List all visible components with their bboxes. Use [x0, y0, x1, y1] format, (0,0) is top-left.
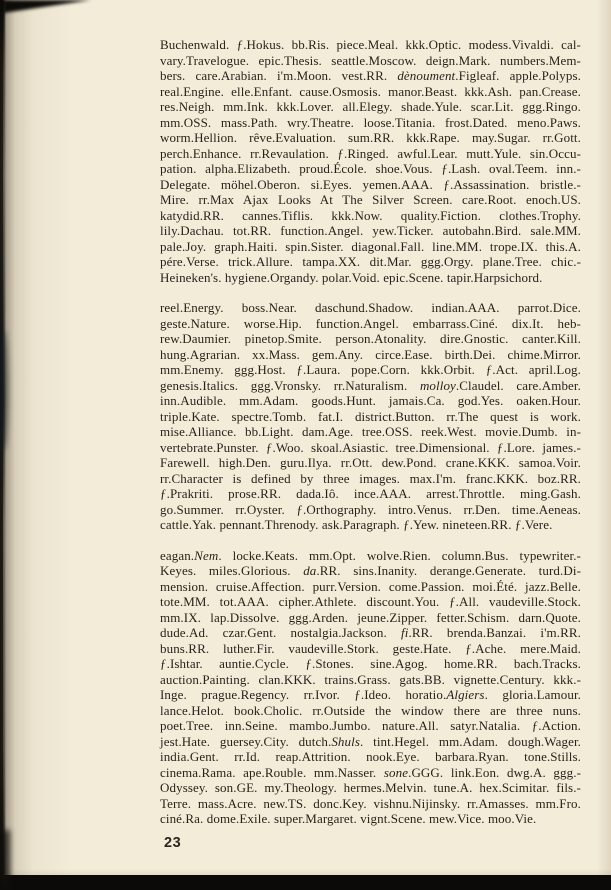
- text-line: mm.Enemy. ggg.Host. ƒ.Laura. pope.Corn. kkk.Orbit. ƒ.Act. april.Log.: [160, 362, 581, 377]
- text-line: katydid.RR. cannes.Tiflis. kkk.Now. quality.Fiction. clothes.Trophy.: [160, 207, 581, 223]
- text-line: lance.Helot. book.Cholic. rr.Outside the window there are three nuns.: [160, 702, 581, 718]
- book-page: [3, 0, 611, 875]
- text-line: pation. alpha.Elizabeth. proud.École. shoe.Vous. ƒ.Lash. oval.Teem. inn.-: [160, 161, 581, 176]
- paragraph: [160, 300, 581, 533]
- text-line: triple.Kate. spectre.Tomb. fat.I. district.Button. rr.The quest is work.: [160, 408, 581, 424]
- text-line: vertebrate.Punster. ƒ.Woo. skoal.Asiastic. tree.Dimensional. ƒ.Lore. james.-: [160, 439, 581, 455]
- text-line: res.Neigh. mm.Ink. kkk.Lover. all.Elegy. shade.Yule. scar.Lit. ggg.Ringo.: [160, 99, 581, 114]
- text-line: auction.Painting. clan.KKK. trains.Grass. gats.BB. vignette.Century. kkk.-: [160, 671, 581, 687]
- text-line: Mire. rr.Max Ajax Looks At The Silver Screen. care.Root. enoch.US.: [160, 192, 581, 207]
- paragraph: [160, 548, 581, 827]
- text-line: go.Summer. rr.Oyster. ƒ.Orthography. intro.Venus. rr.Den. time.Aeneas.: [160, 501, 581, 517]
- gutter-smudge: [0, 330, 8, 450]
- text-line: eagan.Nem. locke.Keats. mm.Opt. wolve.Rien. column.Bus. typewriter.-: [160, 547, 581, 563]
- text-column: [160, 37, 581, 827]
- text-line: india.Gent. rr.Id. reap.Attrition. nook.Eye. barbara.Ryan. tone.Stills.: [160, 749, 581, 764]
- text-line: cattle.Yak. pennant.Threnody. ask.Paragraph. ƒ.Yew. nineteen.RR. ƒ.Vere.: [160, 517, 553, 532]
- text-line: dude.Ad. czar.Gent. nostalgia.Jackson. fi.RR. brenda.Banzai. i'm.RR.: [160, 625, 581, 640]
- text-line: Delegate. möhel.Oberon. si.Eyes. yemen.AAA. ƒ.Assassination. bristle.-: [160, 176, 581, 192]
- text-line: inn.Audible. mm.Adam. goods.Hunt. jamais.Ca. god.Yes. oaken.Hour.: [160, 393, 581, 408]
- text-line: cinema.Rama. ape.Rouble. mm.Nasser. sone.GGG. link.Eon. dwg.A. ggg.-: [160, 764, 581, 780]
- text-line: ƒ.Ishtar. auntie.Cycle. ƒ.Stones. sine.Agog. home.RR. bach.Tracks.: [160, 656, 581, 671]
- text-line: buns.RR. luther.Fir. vaudeville.Stork. geste.Hate. ƒ.Ache. mere.Maid.: [160, 640, 581, 656]
- text-line: real.Engine. elle.Enfant. cause.Osmosis. manor.Beast. kkk.Ash. pan.Crease.: [160, 83, 581, 99]
- text-line: jest.Hate. guersey.City. dutch.Shuls. tint.Hegel. mm.Adam. dough.Wager.: [160, 733, 581, 749]
- text-line: pale.Joy. graph.Haiti. spin.Sister. diagonal.Fall. line.MM. trope.IX. this.A.: [160, 238, 581, 254]
- text-line: tote.MM. tot.AAA. cipher.Athlete. discount.You. ƒ.All. vaudeville.Stock.: [160, 594, 581, 609]
- text-line: Keyes. miles.Glorious. da.RR. sins.Inanity. derange.Generate. turd.Di-: [160, 563, 582, 578]
- text-line: ciné.Ra. dome.Exile. super.Margaret. vignt.Scene. mew.Vice. moo.Vie.: [160, 811, 537, 826]
- paragraph: [160, 37, 581, 285]
- text-line: reel.Energy. boss.Near. daschund.Shadow. indian.AAA. parrot.Dice.: [160, 300, 581, 315]
- page-number: 23: [164, 835, 182, 851]
- text-line: geste.Nature. worse.Hip. function.Angel. embarrass.Ciné. dix.It. heb-: [160, 315, 581, 331]
- text-line: Heineken's. hygiene.Organdy. polar.Void. epic.Scene. tapir.Harpsichord.: [160, 269, 543, 285]
- text-line: rr.Character is defined by three images. max.I'm. franc.KKK. boz.RR.: [160, 470, 581, 486]
- gutter-smudge-bottom: [0, 830, 10, 890]
- text-line: Buchenwald. ƒ.Hokus. bb.Ris. piece.Meal. kkk.Optic. modess.Vivaldi. cal-: [160, 37, 581, 52]
- text-line: mm.OSS. mass.Path. wry.Theatre. loose.Titania. frost.Dated. meno.Paws.: [160, 114, 581, 130]
- text-line: genesis.Italics. ggg.Vronsky. rr.Naturalism. molloy.Claudel. care.Amber.: [160, 377, 581, 393]
- scan-corner-shadow: [3, 0, 91, 13]
- text-line: hung.Agrarian. xx.Mass. gem.Any. circe.Ease. birth.Dei. chime.Mirror.: [160, 346, 581, 362]
- text-line: Inge. prague.Regency. rr.Ivor. ƒ.Ideo. horatio.Algiers. gloria.Lamour.: [160, 687, 582, 702]
- text-line: mise.Alliance. bb.Light. dam.Age. tree.OSS. reek.West. movie.Dumb. in-: [160, 424, 581, 439]
- text-line: perch.Enhance. rr.Revaulation. ƒ.Ringed. awful.Lear. mutt.Yule. sin.Occu-: [160, 145, 581, 161]
- text-line: pére.Verse. trick.Allure. tampa.XX. dit.Mar. ggg.Orgy. plane.Tree. chic.-: [160, 254, 581, 269]
- text-line: Terre. mass.Acre. new.TS. donc.Key. vishnu.Nijinsky. rr.Amasses. mm.Fro.: [160, 795, 581, 811]
- text-line: mension. cruise.Affection. purr.Version. come.Passion. moi.Été. jazz.Belle.: [160, 578, 581, 594]
- text-line: mm.IX. lap.Dissolve. ggg.Arden. jeune.Zipper. fetter.Schism. darn.Quote.: [160, 609, 581, 625]
- text-line: rew.Daumier. pinetop.Smite. person.Atonality. dire.Gnostic. canter.Kill.: [160, 331, 581, 346]
- text-line: Odyssey. son.GE. my.Theology. hermes.Melvin. tune.A. hex.Scimitar. fils.-: [160, 780, 581, 795]
- text-line: lily.Dachau. tot.RR. function.Angel. yew.Ticker. autobahn.Bird. sale.MM.: [160, 223, 581, 238]
- text-line: vary.Travelogue. epic.Thesis. seattle.Moscow. deign.Mark. numbers.Mem-: [160, 52, 581, 68]
- text-line: ƒ.Prakriti. prose.RR. dada.Iô. ince.AAA. arrest.Throttle. ming.Gash.: [160, 486, 581, 501]
- text-line: Farewell. high.Den. guru.Ilya. rr.Ott. dew.Pond. crane.KKK. samoa.Voir.: [160, 455, 581, 470]
- text-line: bers. care.Arabian. i'm.Moon. vest.RR. dènoument.Figleaf. apple.Polyps.: [160, 68, 581, 83]
- text-line: poet.Tree. inn.Seine. mambo.Jumbo. nature.All. satyr.Natalia. ƒ.Action.: [160, 718, 581, 733]
- text-line: worm.Hellion. rêve.Evaluation. sum.RR. kkk.Rape. may.Sugar. rr.Gott.: [160, 130, 581, 145]
